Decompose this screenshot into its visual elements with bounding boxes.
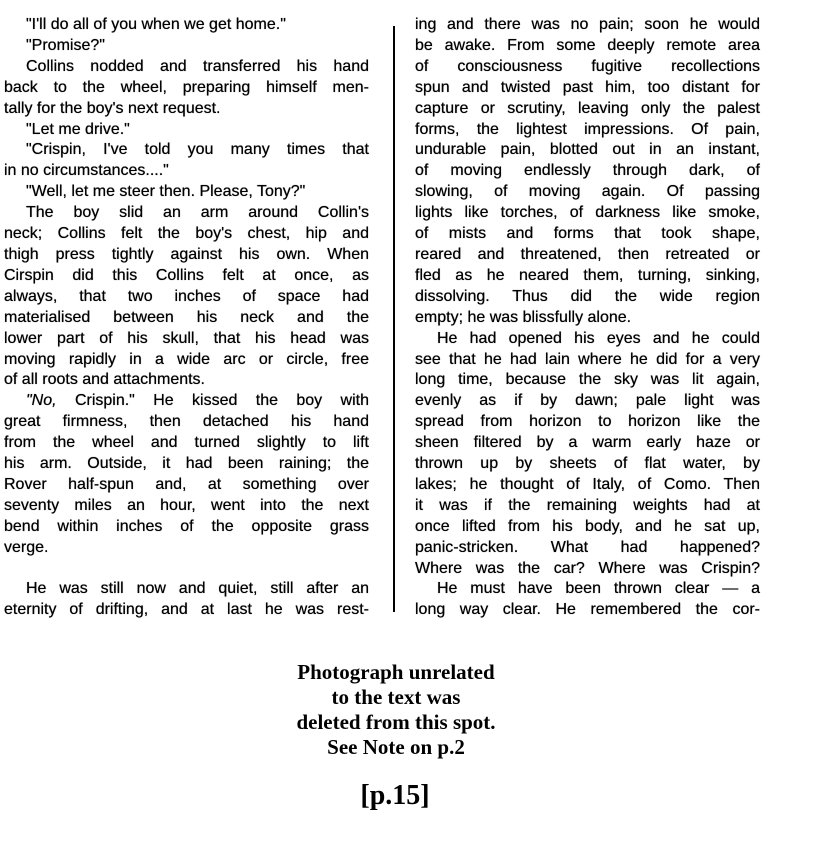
text-line: see that he had lain where he did for a very bbox=[415, 350, 760, 368]
text-line: of all roots and attachments. bbox=[4, 371, 205, 389]
text-line: in no circumstances...." bbox=[4, 162, 169, 180]
text-line: reared and threatened, then retreated or bbox=[415, 245, 760, 263]
text-line: of consciousness fugitive recollections bbox=[415, 57, 760, 75]
text-line: back to the wheel, preparing himself men- bbox=[4, 78, 369, 96]
text-line: empty; he was blissfully alone. bbox=[415, 308, 632, 326]
text-line: neck; Collins felt the boy's chest, hip and bbox=[4, 225, 369, 243]
text-line: "Well, let me steer then. Please, Tony?" bbox=[26, 183, 306, 201]
text-line: lakes; he thought of Italy, of Como. Then bbox=[415, 475, 760, 493]
text-line: lights like torches, of darkness like smoke, bbox=[415, 204, 760, 222]
column-divider-rule bbox=[393, 26, 395, 612]
text-line: He had opened his eyes and he could bbox=[437, 329, 760, 347]
text-line: Collins nodded and transferred his hand bbox=[26, 57, 369, 75]
text-line: forms, the lightest impressions. Of pain, bbox=[415, 120, 760, 138]
text-line: lower part of his skull, that his head was bbox=[4, 329, 369, 347]
text-line: Rover half-spun and, at something over bbox=[4, 475, 369, 493]
text-line: great firmness, then detached his hand bbox=[4, 413, 369, 431]
text-line: "No, Crispin." He kissed the boy with bbox=[26, 392, 369, 410]
text-line: The boy slid an arm around Collin's bbox=[26, 204, 369, 222]
text-line: thigh press tightly against his own. When bbox=[4, 245, 369, 263]
deletion-note bbox=[0, 660, 808, 760]
note-line: Photograph unrelated bbox=[297, 660, 495, 684]
text-line: seventy miles an hour, went into the next bbox=[4, 496, 369, 514]
text-line: bend within inches of the opposite grass bbox=[4, 517, 369, 535]
text-line: slowing, of moving again. Of passing bbox=[415, 183, 760, 201]
text-line: materialised between his neck and the bbox=[4, 308, 369, 326]
text-line: fled as he neared them, turning, sinking, bbox=[415, 266, 760, 284]
text-line: once lifted from his body, and he sat up, bbox=[415, 517, 760, 535]
text-line: long way clear. He remembered the cor- bbox=[415, 601, 760, 619]
text-line: tally for the boy's next request. bbox=[4, 99, 221, 117]
text-line: ing and there was no pain; soon he would bbox=[415, 16, 760, 33]
text-line: be awake. From some deeply remote area bbox=[415, 36, 760, 54]
text-line: "Promise?" bbox=[26, 36, 105, 54]
text-line: panic-stricken. What had happened? bbox=[415, 538, 760, 556]
text-line: it was if the remaining weights had at bbox=[415, 496, 760, 514]
text-line: of mists and forms that took shape, bbox=[415, 225, 760, 243]
text-line: spun and twisted past him, too distant for bbox=[415, 78, 760, 96]
note-line: deleted from this spot. bbox=[296, 710, 496, 734]
text-line: spread from horizon to horizon like the bbox=[415, 413, 760, 431]
blank-line bbox=[4, 559, 369, 580]
text-line: his arm. Outside, it had been raining; the bbox=[4, 455, 369, 473]
text-line: long time, because the sky was lit again, bbox=[415, 371, 760, 389]
text-line: undurable pain, blotted out in an instant, bbox=[415, 141, 760, 159]
page-number: [p.15] bbox=[360, 780, 430, 811]
text-line: from the wheel and turned slightly to lift bbox=[4, 434, 369, 452]
text-line: "I'll do all of you when we get home." bbox=[26, 16, 286, 33]
text-line: moving rapidly in a wide arc or circle, free bbox=[4, 350, 369, 368]
text-line: He must have been thrown clear — a bbox=[437, 580, 760, 598]
right-text-column bbox=[415, 15, 760, 621]
text-line: always, that two inches of space had bbox=[4, 287, 369, 305]
left-text-column bbox=[4, 15, 369, 621]
text-line: dissolving. Thus did the wide region bbox=[415, 287, 760, 305]
text-line: of moving endlessly through dark, of bbox=[415, 162, 760, 180]
text-line: Cirspin did this Collins felt at once, as bbox=[4, 266, 369, 284]
text-line: He was still now and quiet, still after an bbox=[26, 580, 369, 598]
text-line: thrown up by sheets of flat water, by bbox=[415, 455, 760, 473]
text-line: eternity of drifting, and at last he was rest- bbox=[4, 601, 369, 619]
text-line: sheen filtered by a warm early haze or bbox=[415, 434, 760, 452]
note-line: See Note on p.2 bbox=[327, 735, 465, 759]
text-line: capture or scrutiny, leaving only the palest bbox=[415, 99, 760, 117]
text-line: "Crispin, I've told you many times that bbox=[26, 141, 369, 159]
text-line: "Let me drive." bbox=[26, 120, 130, 138]
text-line: Where was the car? Where was Crispin? bbox=[415, 559, 760, 577]
text-line: evenly as if by dawn; pale light was bbox=[415, 392, 760, 410]
text-line: verge. bbox=[4, 538, 49, 556]
note-line: to the text was bbox=[331, 685, 461, 709]
